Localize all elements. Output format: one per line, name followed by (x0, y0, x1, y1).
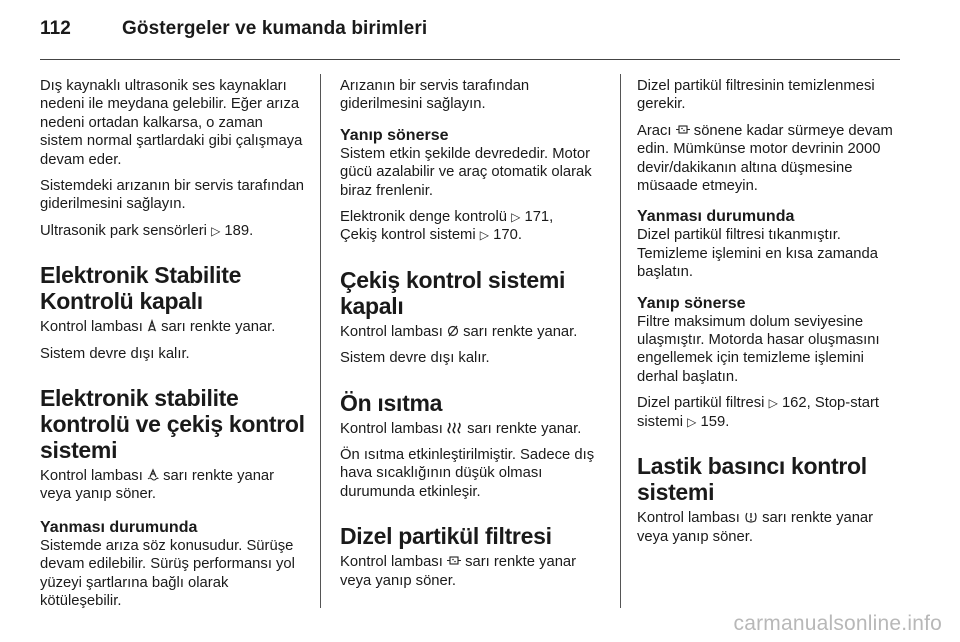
watermark: carmanualsonline.info (733, 612, 942, 635)
paragraph: Sistemde arıza söz konusudur. Sürüşe devam edilebilir. Sürüş performansı yol yüzeyi şartlarına bağlı olarak kötüleşebilir. (40, 537, 295, 610)
paragraph: Dizel partikül filtresinin temizlenmesi gerekir. (637, 78, 875, 113)
diesel-particle-filter-lamp-icon (676, 123, 690, 136)
paragraph: Filtre maksimum dolum seviyesine ulaşmıştır. Motorda hasar oluşmasını engellemek için temizleme işlemini derhal başlatın. (637, 313, 880, 385)
paragraph: Ön ısıtma etkinleştirilmiştir. Sadece dış hava sıcaklığının düşük olması durumunda etkinleşir. (340, 447, 595, 500)
paragraph: Aracı sönene kadar sürmeye devam edin. Mümkünse motor devrinin 2000 devir/dakikanın altına düşmesine müsaade etmeyin. (637, 122, 893, 195)
glow-plug-lamp-icon (447, 421, 463, 435)
cross-reference[interactable]: Dizel partikül filtresi ▷ 162, Stop-start sistemi ▷ 159. (637, 395, 879, 430)
section-heading-tpms: Lastik basıncı kontrol sistemi (637, 453, 867, 506)
column-divider (620, 74, 621, 608)
paragraph: Kontrol lambası sarı renkte yanar. (340, 323, 578, 340)
page-title: Göstergeler ve kumanda birimleri (122, 18, 428, 39)
esc-lamp-icon (147, 468, 159, 481)
traction-control-off-lamp-icon (447, 324, 459, 337)
reference-arrow-icon: ▷ (687, 414, 697, 429)
cross-reference[interactable]: Ultrasonik park sensörleri ▷ 189. (40, 222, 254, 239)
section-heading-tc-off: Çekiş kontrol sistemi kapalı (340, 266, 566, 319)
section-heading-esc-off: Elektronik Stabilite Kontrolü kapalı (40, 262, 242, 315)
paragraph: Sistem devre dışı kalır. (40, 345, 190, 362)
reference-arrow-icon: ▷ (479, 228, 490, 243)
page-number: 112 (40, 18, 71, 39)
subheading-flash: Yanıp sönerse (637, 294, 746, 312)
cross-reference[interactable]: Elektronik denge kontrolü ▷ 171, Çekiş kontrol sistemi ▷ 170. (340, 209, 554, 244)
paragraph: Sistemdeki arızanın bir servis tarafından giderilmesini sağlayın. (40, 178, 304, 213)
reference-arrow-icon: ▷ (511, 210, 521, 225)
subheading-lit: Yanması durumunda (637, 208, 795, 226)
column-2 (340, 77, 606, 598)
column-divider (320, 74, 321, 608)
subheading-lit: Yanması durumunda (40, 518, 198, 536)
paragraph: Kontrol lambası sarı renkte yanar. (340, 420, 582, 437)
reference-arrow-icon: ▷ (768, 396, 778, 411)
reference-arrow-icon: ▷ (211, 223, 221, 238)
paragraph: Kontrol lambası sarı renkte yanar veya yanıp söner. (40, 468, 275, 503)
page-header (40, 18, 900, 40)
section-heading-preheat: Ön ısıtma (340, 389, 443, 416)
paragraph: Kontrol lambası sarı renkte yanar veya yanıp söner. (340, 554, 577, 589)
paragraph: Dizel partikül filtresi tıkanmıştır. Temizleme işlemini en kısa zamanda başlatın. (637, 227, 878, 281)
paragraph: Kontrol lambası sarı renkte yanar veya yanıp söner. (637, 510, 874, 545)
header-rule (40, 59, 900, 60)
paragraph: Arızanın bir servis tarafından giderilmesini sağlayın. (340, 78, 530, 113)
esc-off-lamp-icon (147, 319, 157, 332)
tyre-pressure-lamp-icon (744, 510, 758, 524)
subheading-flash: Yanıp sönerse (340, 126, 449, 144)
diesel-particle-filter-lamp-icon (447, 554, 461, 567)
section-heading-dpf: Dizel partikül filtresi (340, 523, 552, 550)
column-3 (637, 77, 905, 554)
paragraph: Kontrol lambası sarı renkte yanar. (40, 319, 276, 336)
section-heading-esc-tc: Elektronik stabilite kontrolü ve çekiş kontrol sistemi (40, 385, 305, 464)
column-1 (40, 77, 308, 619)
paragraph: Dış kaynaklı ultrasonik ses kaynakları nedeni ile meydana gelebilir. Eğer arıza nedeni ortadan kalkarsa, o zaman sistem normal şartlardaki gibi çalışmaya devam eder. (40, 78, 303, 168)
paragraph: Sistem etkin şekilde devrededir. Motor gücü azalabilir ve araç otomatik olarak biraz frenlenir. (340, 145, 592, 199)
paragraph: Sistem devre dışı kalır. (340, 350, 490, 367)
